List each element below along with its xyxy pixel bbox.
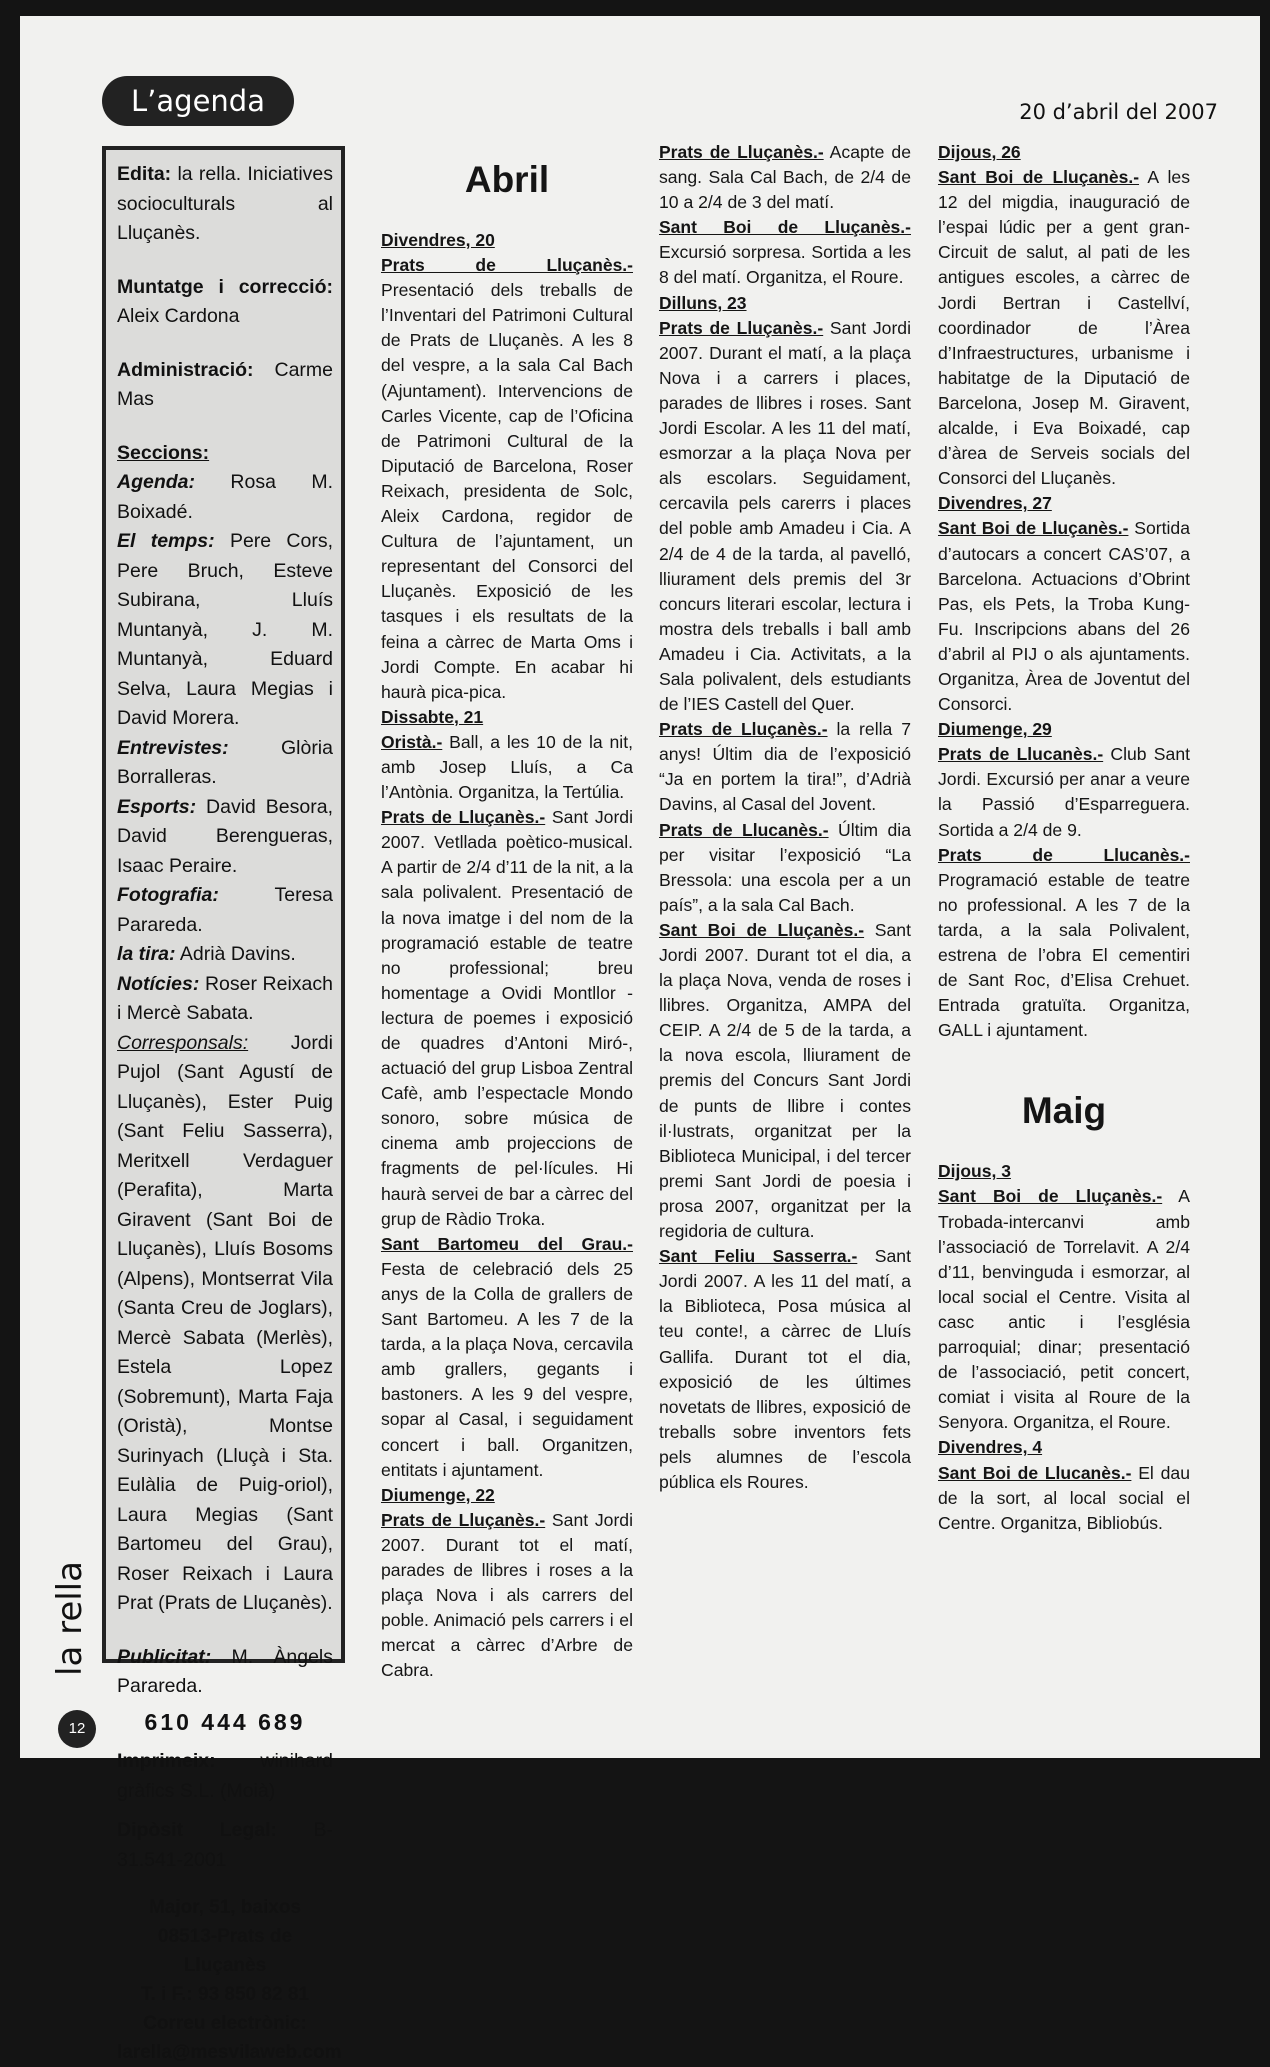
credit-esports: Esports: David Besora, David Berengueras, Isaac Peraire. [117,795,333,877]
credit-diposit: Dipòsit Legal: B-31.541-2001 [117,1819,333,1871]
credit-edita: Edita: la rella. Iniciatives socioculturals al Lluçanès. [117,163,333,244]
credit-seccions-heading: Seccions: [117,441,210,464]
agenda-entry: Sant Boi de Lluçanès.- Excursió sorpresa. Sortida a les 8 del matí. Organitza, el Roure. [659,217,911,288]
agenda-entry: Prats de Lluçanès.- Presentació dels treballs de l’Inventari del Patrimoni Cultural de Prats de Lluçanès. A les 8 del vespre, a la sala Cal Bach (Ajuntament). Intervencions de Carles Vicente, cap de l’Oficina de Patrimoni Cultural de la Diputació de Barcelona, Roser Reixach, presidenta de Solc, Aleix Cardona, regidor de Cultura de l’ajuntament, un representant del Consorci del Lluçanès. Exposició de les tasques i els resultats de la feina a càrrec de Marta Oms i Jordi Compte. En acabar hi haurà pica-pica. [381,255,633,702]
agenda-day: Diumenge, 29 [938,719,1052,740]
agenda-entry: Sant Boi de Lluçanès.- Sortida d’autocars a concert CAS’07, a Barcelona. Actuacions d’Obrint Pas, els Pets, la Troba Kung-Fu. Inscripcions abans del 26 d’abril al PIJ o als ajuntaments. Organitza, Àrea de Joventut del Consorci. [938,518,1190,715]
month-heading-april: Abril [464,159,550,200]
agenda-entry: Sant Feliu Sasserra.- Sant Jordi 2007. A les 11 del matí, a la Biblioteca, Posa música al teu conte!, a càrrec de Lluís Gallifa. Durant tot el dia, exposició de les últimes novetats de llibres, exposició de treballs sobre inventors fets pels alumnes de l’escola pública els Roures. [659,1246,911,1492]
credit-muntatge: Muntatge i correcció: Aleix Cardona [117,275,333,327]
credit-tira: la tira: Adrià Davins. [117,943,296,965]
agenda-day: Dilluns, 23 [659,292,747,313]
agenda-entry: Prats de Lluçanès.- Sant Jordi 2007. Vetllada poètico-musical. A partir de 2/4 d’11 de la nit, a la sala polivalent. Presentació de la nova imatge i del nom de la programació estable de teatre no professional; breu homentage a Ovidi Montllor -lectura de poemes i exposició de quadres d’Antoni Miró-, actuació del grup Lisboa Zentral Cafè, amb l’espectacle Mondo sonoro, sobre música de cinema amb projeccions de fragments de pel·lícules. Hi haurà servei de bar a càrrec del grup de Ràdio Troka. [381,807,633,1229]
section-tab [102,76,294,126]
credit-corresponsals: Corresponsals: Jordi Pujol (Sant Agustí de Lluçanès), Ester Puig (Sant Feliu Sasserra), Meritxell Verdaguer (Perafita), Marta Giravent (Sant Boi de Lluçanès), Lluís Bosoms (Alpens), Montserrat Vila (Santa Creu de Joglars), Mercè Sabata (Merlès), Estela Lopez (Sobremunt), Marta Faja (Oristà), Montse Surinyach (Lluçà i Sta. Eulàlia de Puig-oriol), Laura Megias (Sant Bartomeu del Grau), Roser Reixach i Laura Prat (Prats de Lluçanès). [117,1031,333,1614]
contact-email[interactable]: larella@mesvilaweb.com [117,2042,342,2063]
agenda-column-3 [938,140,1190,1536]
agenda-day: Divendres, 27 [938,493,1052,514]
magazine-brand: la rella [50,1561,90,1676]
issue-date: 20 d’abril del 2007 [1019,100,1218,124]
agenda-entry: Sant Bartomeu del Grau.- Festa de celebració dels 25 anys de la Colla de grallers de Sant Bartomeu. A les 7 de la tarda, a la plaça Nova, cercavila amb grallers, gegants i bastoners. A les 9 del vespre, sopar al Casal, i seguidament concert i ball. Organitzen, entitats i ajuntament. [381,1233,633,1480]
month-heading-may: Maig [1021,1090,1107,1132]
contact-address: Major, 51, baixos 08513-Prats de Lluçanès T. i F.: 93 850 82 81 Correu electrònic: larella@mesvilaweb.com [117,1893,333,2067]
phone-number: 610 444 689 [144,1708,306,1735]
credits-box [102,146,345,2063]
agenda-entry: Prats de Lluçanès.- Acapte de sang. Sala Cal Bach, de 2/4 de 10 a 2/4 de 3 del matí. [659,142,911,213]
credit-agenda: Agenda: Rosa M. Boixadé. [117,471,333,523]
credit-publicitat: Publicitat: M. Àngels Parareda. [117,1645,334,1697]
agenda-entry: Oristà.- Ball, a les 10 de la nit, amb Josep Lluís, a Ca l’Antònia. Organitza, la Tertúlia. [381,731,633,803]
agenda-entry: Sant Boi de Lluçanès.- A Trobada-intercanvi amb l’associació de Torrelavit. A 2/4 d’11, benvinguda i esmorzar, al local social el Centre. Visita al casc antic i l’església parroquial; dinar; presentació de l’associació, petit concert, comiat i visita al Roure de la Senyora. Organitza, el Roure. [938,1186,1190,1433]
agenda-column-1 [381,140,633,1683]
page-number: 12 [58,1710,96,1748]
agenda-day: Divendres, 4 [938,1437,1043,1458]
credit-imprimeix: Imprimeix: winihard gràfics S.L. (Moià) [117,1750,333,1802]
section-tab-label: L’agenda [131,84,265,118]
agenda-column-2 [659,140,911,1495]
agenda-day: Divendres, 20 [381,230,495,250]
agenda-day: Diumenge, 22 [381,1484,495,1505]
agenda-entry: Prats de Lluçanès.- Sant Jordi 2007. Durant el matí, a la plaça Nova i a carrers i places, parades de llibres i roses. Sant Jordi Escolar. A les 11 del matí, esmorzar a la plaça Nova per als escolars. Seguidament, cercavila pels carerrs i places del poble amb Amadeu i Cia. A 2/4 de 4 de la tarda, al pavelló, lliurament dels premis del 3r concurs literari escolar, lectura i mostra dels treballs i ball amb Amadeu i Cia. Activitats, a la Sala polivalent, dels estudiants de l’IES Castell del Quer. [659,317,911,715]
credit-fotografia: Fotografia: Teresa Parareda. [117,884,333,936]
agenda-entry: Prats de Llucanès.- Club Sant Jordi. Excursió per anar a veure la Passió d’Esparreguera. Sortida a 2/4 de 9. [938,744,1190,840]
agenda-entry: Sant Boi de Lluçanès.- Sant Jordi 2007. Durant tot el dia, a la plaça Nova, venda de roses i llibres. Organitza, AMPA del CEIP. A 2/4 de 5 de la tarda, a la nova escola, lliurament de premis del Concurs Sant Jordi de punts de llibre i contes il·lustrats, organitzat per la Biblioteca Municipal, i del tercer premi Sant Jordi de poesia i prosa 2007, organitzat per la regidoria de cultura. [659,919,911,1242]
agenda-entry: Sant Boi de Llucanès.- El dau de la sort, al local social el Centre. Organitza, Bibliobús. [938,1462,1190,1533]
agenda-entry: Prats de Llucanès.- Últim dia per visitar l’exposició “La Bressola: una escola per a un país”, a la sala Cal Bach. [659,819,911,915]
agenda-day: Dissabte, 21 [381,706,484,727]
agenda-day: Dijous, 3 [938,1161,1011,1182]
credit-noticies: Notícies: Roser Reixach i Mercè Sabata. [117,972,334,1024]
agenda-day: Dijous, 26 [938,142,1021,162]
agenda-entry: Prats de Lluçanès.- Sant Jordi 2007. Durant tot el matí, parades de llibres i roses a la plaça Nova i als carrers del poble. Animació pels carrers i el mercat a càrrec d’Arbre de Cabra. [381,1509,633,1681]
credit-entrevistes: Entrevistes: Glòria Borralleras. [117,736,333,788]
credit-administracio: Administració: Carme Mas [117,358,333,410]
agenda-entry: Prats de Lluçanès.- la rella 7 anys! Últim dia de l’exposició “Ja en portem la tira!”, d’Adrià Davins, al Casal del Jovent. [659,719,911,815]
agenda-entry: Sant Boi de Lluçanès.- A les 12 del migdia, inauguració de l’espai lúdic per a gent gran-Circuit de salut, al pati de les antigues escoles, a càrrec de Jordi Bertran i Castellví, coordinador de l’Àrea d’Infraestructures, urbanisme i habitatge de la Diputació de Barcelona, Josep M. Giravent, alcalde, i Eva Boixadé, cap d’àrea de Serveis socials del Consorci del Lluçanès. [938,167,1190,489]
credit-temps: El temps: Pere Cors, Pere Bruch, Esteve Subirana, Lluís Muntanyà, J. M. Muntanyà, Eduard Selva, Laura Megias i David Morera. [117,530,333,729]
magazine-page [20,16,1260,2063]
agenda-entry: Prats de Llucanès.- Programació estable de teatre no professional. A les 7 de la tarda, a la sala Polivalent, estrena de l’obra El cementiri de Sant Roc, d’Elisa Crehuet. Entrada gratuïta. Organitza, GALL i ajuntament. [938,844,1190,1041]
